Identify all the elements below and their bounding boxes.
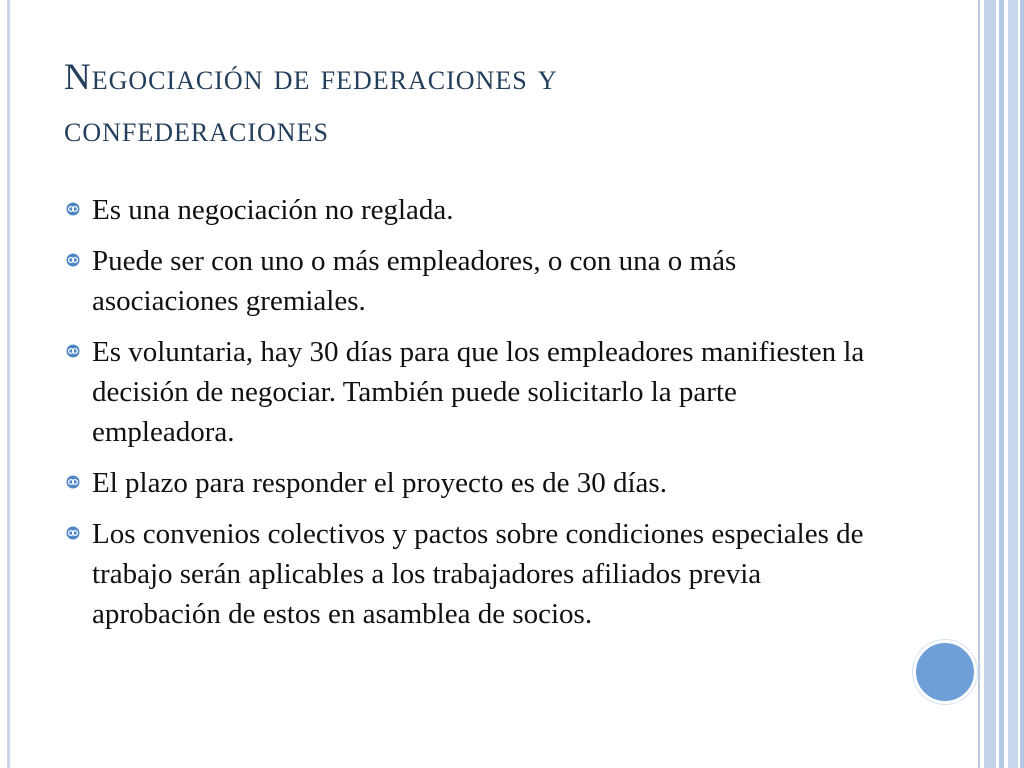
left-decorative-line (7, 0, 10, 768)
bullet-icon (66, 475, 80, 489)
bullet-item (64, 463, 884, 503)
bullet-list (64, 190, 884, 645)
bullet-item (64, 514, 884, 634)
bullet-item (64, 190, 884, 230)
slide-title: Negociación de federaciones y confederaciones (64, 57, 558, 150)
bullet-icon (66, 253, 80, 267)
bullet-icon (66, 526, 80, 540)
decorative-circle-icon (913, 640, 977, 704)
bullet-icon (66, 344, 80, 358)
bullet-item (64, 332, 884, 452)
bullet-text: Puede ser con uno o más empleadores, o con una o más asociaciones gremiales. (92, 245, 737, 317)
bullet-icon (66, 202, 80, 216)
bullet-text: Es voluntaria, hay 30 días para que los empleadores manifiesten la decisión de negociar. También puede solicitarlo la parte empleadora. (92, 336, 865, 448)
bullet-text: El plazo para responder el proyecto es de 30 días. (92, 467, 667, 499)
bullet-item (64, 241, 884, 321)
bullet-text: Es una negociación no reglada. (92, 194, 454, 226)
right-decorative-stripes (978, 0, 1024, 768)
bullet-text: Los convenios colectivos y pactos sobre condiciones especiales de trabajo serán aplicables a los trabajadores afiliados previa aprobación de estos en asamblea de socios. (92, 518, 864, 630)
